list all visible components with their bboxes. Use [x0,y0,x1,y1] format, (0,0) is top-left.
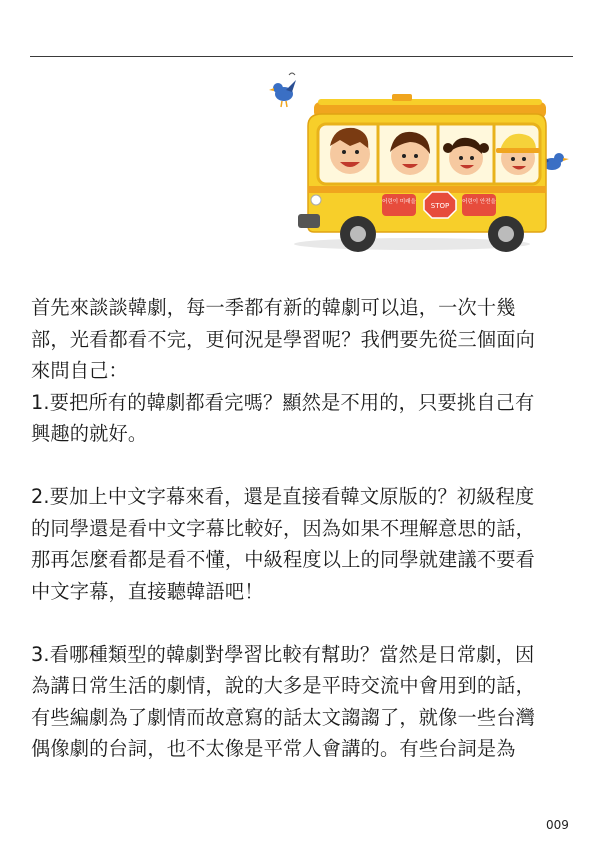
text-line: 部，光看都看不完，更何況是學習呢？我們要先從三個面向 [31,327,536,351]
paragraph-gap [31,607,576,639]
school-bus-illustration [262,66,576,262]
text-line: 為講日常生活的劇情，說的大多是平時交流中會用到的話， [31,674,536,697]
text-line: 首先來談談韓劇，每一季都有新的韓劇可以追，一次十幾 [31,296,516,319]
text-line: 的同學還是看中文字幕比較好，因為如果不理解意思的話， [31,516,536,540]
text-line: 1.要把所有的韓劇都看完嗎？顯然是不用的，只要挑自己有 [31,390,535,414]
paragraph-gap [31,450,576,482]
svg-text:어린이 미래을: 어린이 미래을 [382,199,416,205]
top-rule [30,56,573,57]
svg-text:STOP: STOP [430,202,450,210]
text-line: 那再怎麼看都是看不懂，中級程度以上的同學就建議不要看 [31,548,536,571]
text-line: 2.要加上中文字幕來看，還是直接看韓文原版的？初級程度 [31,485,535,508]
bus-sign-stop [424,192,456,218]
text-line: 3.看哪種類型的韓劇對學習比較有幫助？當然是日常劇，因 [31,642,535,666]
text-line: 偶像劇的台詞，也不太像是平常人會講的。有些台詞是為 [31,737,516,760]
text-line: 興趣的就好。 [31,422,148,445]
text-line: 有些編劇為了劇情而故意寫的話太文謅謅了，就像一些台灣 [31,705,536,729]
bus-sign-left [382,194,416,216]
bird-icon-left [269,73,296,107]
text-line: 來問自己： [31,359,128,382]
bus-sign-right [462,194,496,216]
svg-text:어린이 안전을: 어린이 안전을 [462,199,496,205]
text-line: 中文字幕，直接聽韓語吧！ [31,579,264,603]
bus-icon [298,94,546,252]
body-text [31,292,576,765]
page-number: 009 [546,818,569,832]
